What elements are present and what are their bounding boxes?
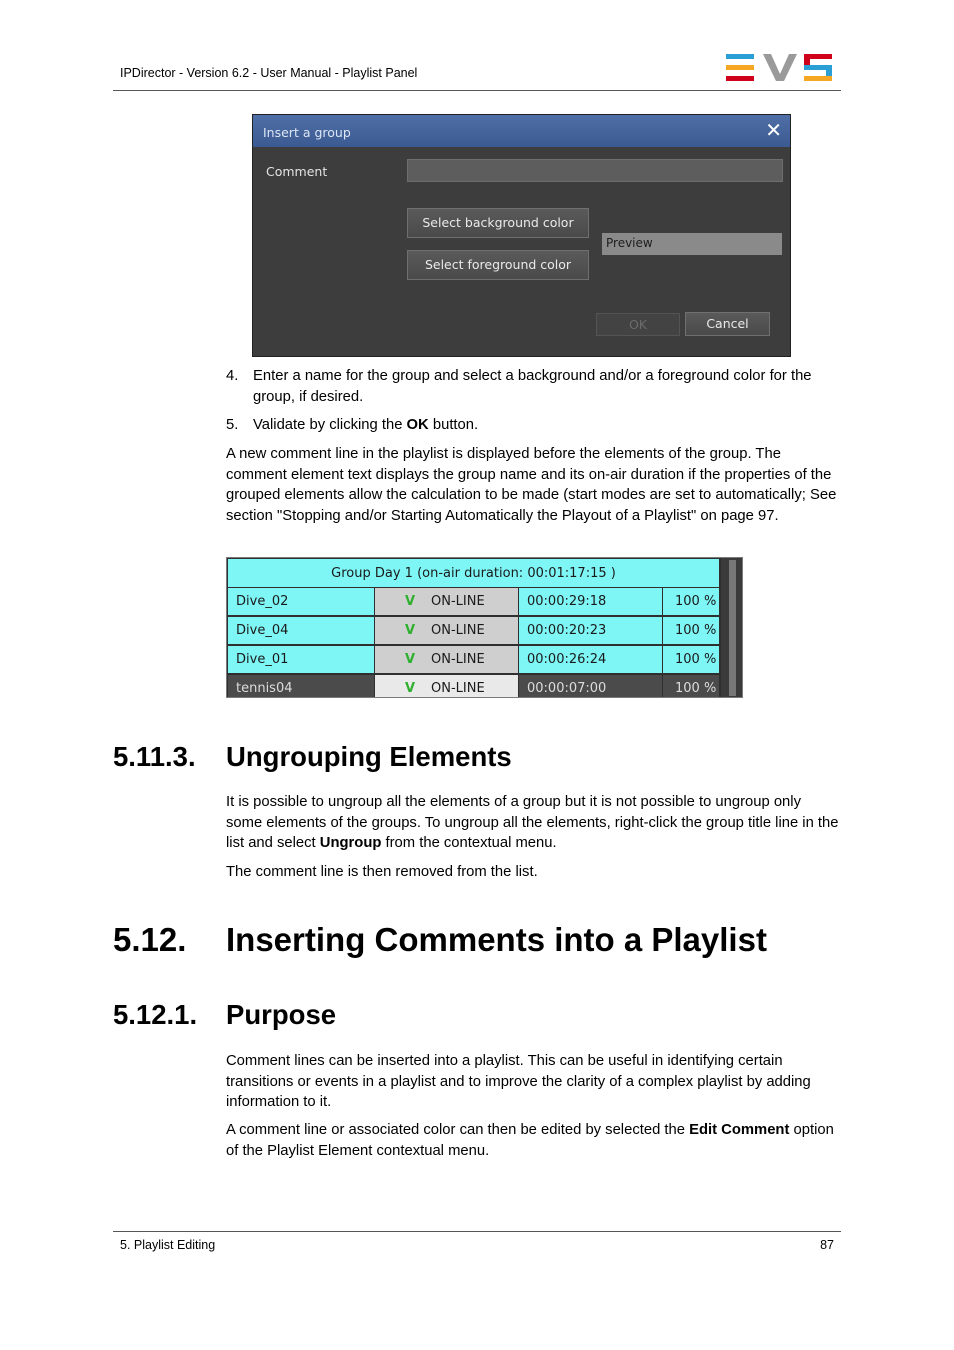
step-text-pre: Validate by clicking the — [253, 417, 407, 433]
comment-label: Comment — [266, 164, 328, 179]
duration-cell: 00:00:26:24 — [519, 646, 662, 673]
status-cell — [375, 588, 518, 615]
table-row[interactable] — [228, 646, 719, 674]
check-lock-icon: V — [405, 681, 416, 696]
section-number: 5.12.1. — [113, 999, 198, 1030]
element-name: Dive_01 — [228, 646, 374, 673]
text-post: from the contextual menu. — [381, 835, 557, 852]
close-icon[interactable]: ✕ — [765, 118, 782, 142]
insert-group-dialog — [252, 114, 791, 357]
step-text-bold: OK — [406, 417, 429, 433]
check-icon: V — [405, 594, 416, 609]
step-text-post: button. — [428, 417, 479, 433]
duration-cell: 00:00:07:00 — [519, 675, 662, 698]
group-title-row[interactable]: Group Day 1 (on-air duration: 00:01:17:15 ) — [228, 559, 719, 587]
text-pre: A comment line or associated color can then be edited by selected the — [226, 1122, 690, 1138]
text-bold: Ungroup — [319, 835, 382, 852]
running-header: IPDirector - Version 6.2 - User Manual - Playlist Panel — [120, 66, 418, 80]
duration-cell: 00:00:29:18 — [519, 588, 662, 615]
color-preview: Preview — [602, 233, 782, 255]
percent-cell: 100 % — [663, 675, 719, 698]
vertical-scrollbar[interactable] — [721, 558, 743, 698]
percent-cell: 100 % — [663, 646, 719, 673]
status-text: ON-LINE — [431, 623, 485, 638]
cancel-button[interactable]: Cancel — [685, 312, 770, 336]
section-title: Purpose — [226, 999, 337, 1030]
ok-button[interactable]: OK — [596, 313, 680, 336]
evs-logo — [726, 54, 834, 82]
text-pre: It is possible to ungroup all the elements of a group but it is not possible to ungroup only some elements of the groups. To ungroup all the elements, right-click the group title line in the list and select — [226, 794, 839, 852]
element-name: Dive_04 — [228, 617, 374, 644]
text-bold: Edit Comment — [689, 1122, 790, 1138]
header-rule — [113, 90, 841, 91]
step-4 — [226, 366, 840, 407]
section-title: Inserting Comments into a Playlist — [226, 921, 767, 958]
table-row[interactable] — [228, 617, 719, 645]
percent-cell: 100 % — [663, 617, 719, 644]
step-5 — [226, 415, 840, 436]
section-title: Ungrouping Elements — [226, 741, 512, 772]
status-cell — [375, 675, 518, 698]
scrollbar-thumb[interactable] — [729, 560, 736, 696]
status-cell — [375, 646, 518, 673]
element-name: tennis04 — [228, 675, 374, 698]
step-text: Enter a name for the group and select a background and/or a foreground color for the group, if desired. — [253, 368, 812, 405]
step-number: 4. — [226, 368, 239, 384]
select-foreground-color-button[interactable]: Select foreground color — [407, 250, 589, 280]
status-cell — [375, 617, 518, 644]
ungroup-paragraph — [226, 792, 840, 854]
check-icon: V — [405, 623, 416, 638]
footer-rule — [113, 1231, 841, 1232]
step-number: 5. — [226, 417, 239, 433]
status-text: ON-LINE — [431, 594, 485, 609]
removed-paragraph: The comment line is then removed from the list. — [226, 864, 538, 880]
table-row[interactable] — [228, 588, 719, 616]
group-description-paragraph: A new comment line in the playlist is displayed before the elements of the group. The comment element text displays the group name and its on-air duration if the properties of the grouped elements allow the calculation to be made (start modes are set to automatically; See section "Stopping and/or Starting Automatically the Playout of a Playlist" on page 97. — [226, 446, 837, 524]
check-icon: V — [405, 652, 416, 667]
footer-chapter: 5. Playlist Editing — [120, 1238, 216, 1252]
page-number: 87 — [820, 1238, 834, 1252]
status-text: ON-LINE — [431, 681, 485, 696]
status-text: ON-LINE — [431, 652, 485, 667]
playlist-grid — [226, 557, 743, 698]
table-row[interactable] — [228, 675, 719, 698]
section-number: 5.12. — [113, 921, 187, 958]
select-background-color-button[interactable]: Select background color — [407, 208, 589, 238]
text-post: option of the Playlist Element contextual menu. — [226, 1122, 834, 1159]
comment-input[interactable] — [407, 159, 783, 182]
purpose-paragraph: Comment lines can be inserted into a playlist. This can be useful in identifying certain transitions or events in a playlist and to improve the clarity of a complex playlist by adding information to it. — [226, 1053, 811, 1111]
dialog-titlebar — [253, 115, 790, 147]
section-number: 5.11.3. — [113, 741, 196, 772]
edit-comment-paragraph — [226, 1120, 840, 1161]
percent-cell: 100 % — [663, 588, 719, 615]
dialog-title: Insert a group — [263, 125, 351, 140]
duration-cell: 00:00:20:23 — [519, 617, 662, 644]
element-name: Dive_02 — [228, 588, 374, 615]
